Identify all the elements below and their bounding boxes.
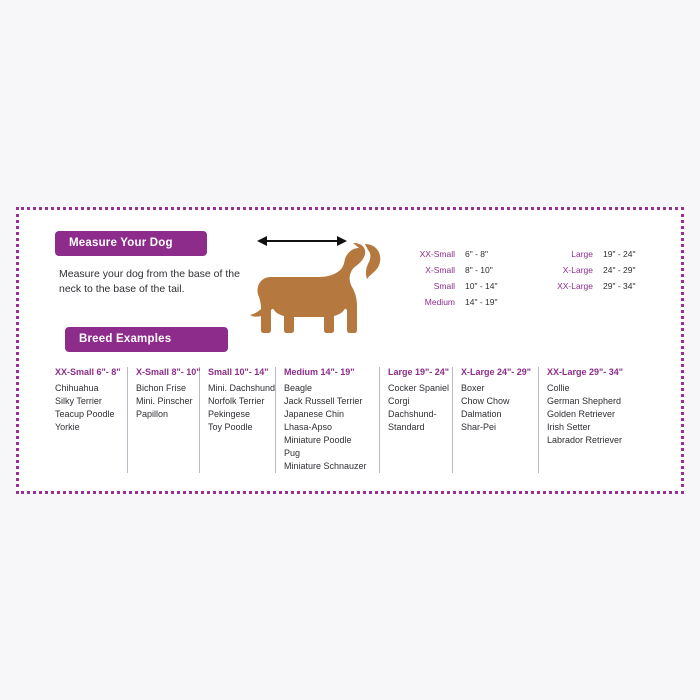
size-value: 19" - 24" bbox=[603, 249, 636, 259]
breed-item: Silky Terrier bbox=[55, 396, 102, 406]
size-label: Small bbox=[433, 281, 455, 291]
breed-column-xx-small bbox=[55, 367, 128, 473]
size-row bbox=[399, 294, 525, 310]
breed-item: Cocker Spaniel bbox=[388, 383, 450, 393]
breed-item: Shar-Pei bbox=[461, 422, 497, 432]
breed-item: Jack Russell Terrier bbox=[284, 396, 363, 406]
size-value: 10" - 14" bbox=[465, 281, 498, 291]
breed-item: German Shepherd bbox=[547, 396, 622, 406]
breed-item: Miniature Poodle bbox=[284, 435, 352, 445]
breed-item: Pekingese bbox=[208, 409, 251, 419]
size-row bbox=[537, 278, 663, 294]
size-guide-card bbox=[16, 207, 684, 494]
measure-your-dog-heading: Measure Your Dog bbox=[55, 231, 207, 256]
breed-item: Irish Setter bbox=[547, 422, 591, 432]
dog-silhouette-icon bbox=[247, 242, 397, 338]
size-row bbox=[399, 246, 525, 262]
size-label: XX-Small bbox=[419, 249, 455, 259]
size-value: 14" - 19" bbox=[465, 297, 498, 307]
size-label: XX-Large bbox=[557, 281, 593, 291]
breed-item: Teacup Poodle bbox=[55, 409, 115, 419]
breed-examples-heading: Breed Examples bbox=[65, 327, 228, 352]
breed-column-header: Small 10"- 14" bbox=[208, 367, 269, 377]
breed-examples-table bbox=[55, 367, 655, 473]
breed-item: Chow Chow bbox=[461, 396, 510, 406]
breed-item: Toy Poodle bbox=[208, 422, 253, 432]
size-label: X-Large bbox=[562, 265, 593, 275]
size-row bbox=[399, 262, 525, 278]
breed-item: Beagle bbox=[284, 383, 313, 393]
breed-item: Japanese Chin bbox=[284, 409, 345, 419]
breed-column-header: Large 19"- 24" bbox=[388, 367, 450, 377]
size-row bbox=[537, 246, 663, 262]
breed-column-header: Medium 14"- 19" bbox=[284, 367, 355, 377]
size-label: Large bbox=[571, 249, 593, 259]
size-table-right bbox=[537, 246, 663, 294]
breed-column-header: X-Large 24"- 29" bbox=[461, 367, 532, 377]
breed-column-header: XX-Large 29"- 34" bbox=[547, 367, 624, 377]
breed-item: Dalmation bbox=[461, 409, 502, 419]
breed-item: Golden Retriever bbox=[547, 409, 616, 419]
breed-item: Collie bbox=[547, 383, 570, 393]
breed-column-x-large bbox=[453, 367, 539, 473]
size-row bbox=[399, 278, 525, 294]
size-value: 29" - 34" bbox=[603, 281, 636, 291]
breed-item: Bichon Frise bbox=[136, 383, 187, 393]
size-value: 6" - 8" bbox=[465, 249, 489, 259]
breed-item: Pug bbox=[284, 448, 301, 458]
breed-column-header: XX-Small 6"- 8" bbox=[55, 367, 121, 377]
breed-item: Labrador Retriever bbox=[547, 435, 623, 445]
breed-item: Papillon bbox=[136, 409, 169, 419]
breed-item: Yorkie bbox=[55, 422, 80, 432]
size-value: 8" - 10" bbox=[465, 265, 493, 275]
breed-item: Dachshund- bbox=[388, 409, 437, 419]
breed-item: Miniature Schnauzer bbox=[284, 461, 367, 471]
breed-column-xx-large bbox=[539, 367, 649, 473]
breed-item: Lhasa-Apso bbox=[284, 422, 333, 432]
breed-column-large bbox=[380, 367, 453, 473]
size-guide-inner bbox=[19, 210, 681, 491]
size-table-left bbox=[399, 246, 525, 310]
measure-instructions: Measure your dog from the base of the neck to the base of the tail. bbox=[59, 268, 240, 295]
size-label: Medium bbox=[424, 297, 455, 307]
breed-column-header: X-Small 8"- 10" bbox=[136, 367, 201, 377]
dog-illustration bbox=[247, 228, 397, 338]
breed-item: Chihuahua bbox=[55, 383, 99, 393]
breed-column-medium bbox=[276, 367, 380, 473]
breed-item: Standard bbox=[388, 422, 425, 432]
size-label: X-Small bbox=[425, 265, 455, 275]
breed-column-x-small bbox=[128, 367, 200, 473]
size-row bbox=[537, 262, 663, 278]
breed-item: Mini. Dachshund bbox=[208, 383, 276, 393]
size-value: 24" - 29" bbox=[603, 265, 636, 275]
breed-item: Boxer bbox=[461, 383, 485, 393]
breed-item: Mini. Pinscher bbox=[136, 396, 193, 406]
breed-item: Corgi bbox=[388, 396, 410, 406]
breed-column-small bbox=[200, 367, 276, 473]
breed-item: Norfolk Terrier bbox=[208, 396, 265, 406]
